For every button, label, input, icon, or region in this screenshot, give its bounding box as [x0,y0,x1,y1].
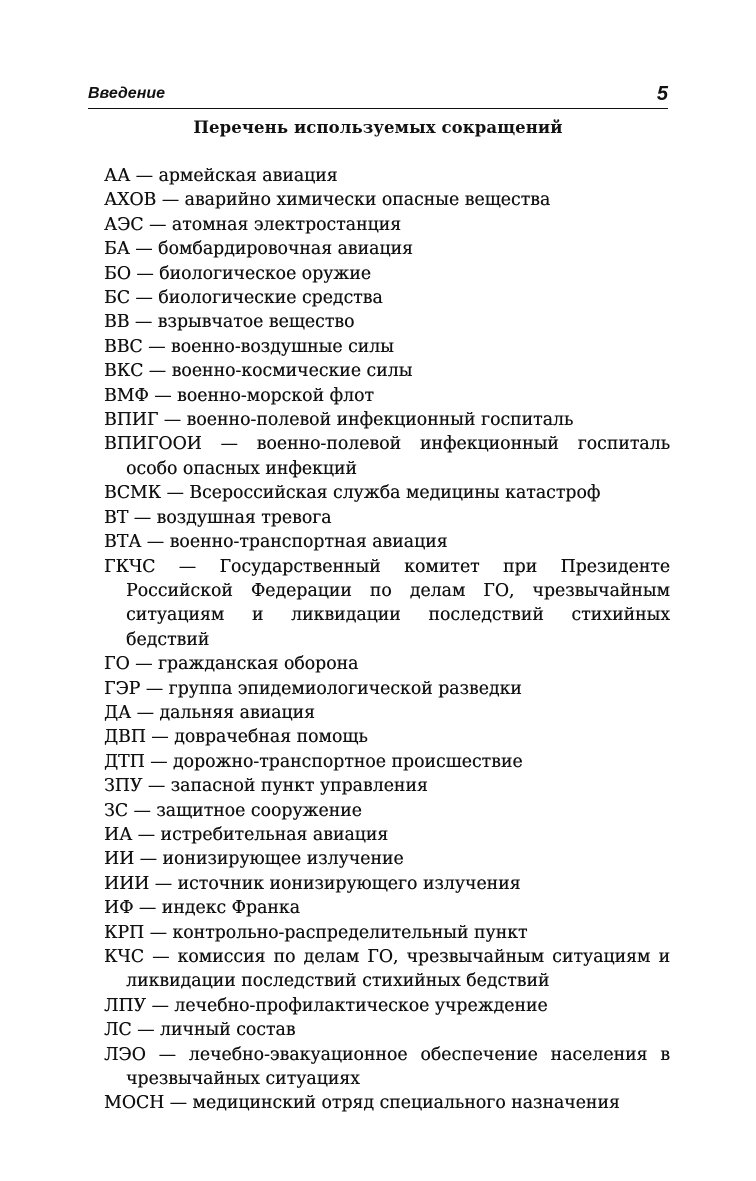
abbreviation-entry: ВМФ — военно-морской флот [104,385,374,406]
abbreviation-entry: ЛПУ — лечебно-профилактическое учреждение [104,995,548,1016]
abbreviation-entry: ИА — истребительная авиация [104,824,389,845]
abbreviation-entry: ИИИ — источник ионизирующего излучения [104,873,521,894]
abbreviation-entry: ГО — гражданская оборона [104,654,359,675]
abbreviation-entry: ИИ — ионизирующее излучение [104,849,404,870]
abbreviation-entry: ГЭР — группа эпидемиологической разведки [104,678,522,699]
abbreviation-entry: ВВ — взрывчатое вещество [104,312,355,333]
abbreviation-entry: ВПИГООИ — военно-полевой инфекционный госпиталь особо опасных инфекций [104,434,670,479]
abbreviation-entry: ЛЭО — лечебно-эвакуационное обеспечение населения в чрезвычайных ситуациях [104,1044,670,1090]
abbreviation-entry: ВТА — военно-транспортная авиация [104,532,448,553]
page-number: 5 [656,83,668,105]
abbreviation-entry: ГКЧС — Государственный комитет при Президенте Российской Федерации по делам ГО, чрезвычайным ситуациям и ликвидации последствий стихийных бедствий [104,556,670,650]
abbreviation-entry: АА — армейская авиация [104,166,338,186]
abbreviation-entry: БС — биологические средства [104,288,383,309]
abbreviation-list [104,164,670,1116]
abbreviation-entry: БО — биологическое оружие [104,263,371,284]
abbreviation-entry: ДВП — доврачебная помощь [104,727,368,748]
abbreviation-entry: ВПИГ — военно-полевой инфекционный госпиталь [104,410,574,431]
abbreviation-entry: ЛС — личный состав [104,1020,296,1041]
abbreviation-entry: ЗПУ — запасной пункт управления [104,776,428,797]
section-name: Введение [88,85,166,102]
abbreviation-entry: МОСН — медицинский отряд специального назначения [104,1093,620,1114]
abbreviation-entry: ДА — дальняя авиация [104,702,315,723]
abbreviation-entry: АХОВ — аварийно химически опасные вещества [104,190,551,211]
abbreviation-entry: ЗС — защитное сооружение [104,800,362,821]
abbreviation-entry: КРП — контрольно-распределительный пункт [104,922,528,943]
list-title: Перечень используемых сокращений [193,118,563,137]
abbreviation-entry: ДТП — дорожно-транспортное происшествие [104,751,523,772]
abbreviation-entry: КЧС — комиссия по делам ГО, чрезвычайным ситуациям и ликвидации последствий стихийных бедствий [104,947,670,992]
abbreviation-entry: ВСМК — Всероссийская служба медицины катастроф [104,483,601,504]
abbreviation-entry: ВКС — военно-космические силы [104,361,413,382]
running-header [88,84,668,109]
abbreviation-entry: БА — бомбардировочная авиация [104,239,413,260]
abbreviation-entry: ВТ — воздушная тревога [104,507,332,528]
abbreviation-entry: ВВС — военно-воздушные силы [104,336,394,357]
abbreviation-entry: АЭС — атомная электростанция [104,214,402,235]
abbreviation-entry: ИФ — индекс Франка [104,898,300,919]
